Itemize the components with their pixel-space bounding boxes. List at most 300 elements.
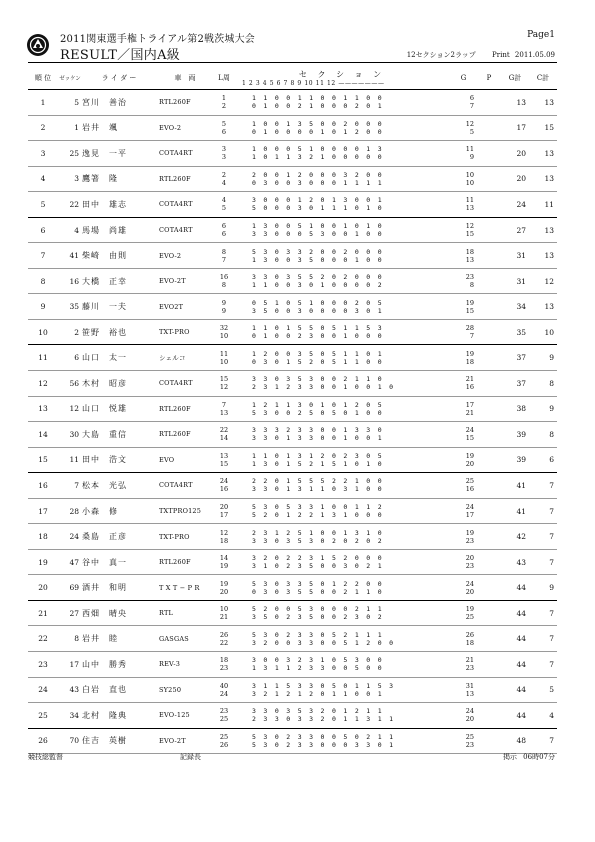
lap-1: 7 — [221, 400, 227, 409]
lap-2: 5 — [221, 204, 227, 213]
bike-cell: REV-3 — [156, 652, 214, 678]
g-lap-1: 24 — [465, 707, 474, 716]
rider-cell: 北村 隆典 — [82, 703, 156, 729]
bib-cell: 34 — [58, 703, 82, 729]
g-cell — [450, 728, 477, 754]
section-scores-cell — [234, 319, 450, 345]
g-lap-1: 19 — [465, 605, 474, 614]
rider-cell: 山中 勝秀 — [82, 652, 156, 678]
g-cell — [450, 677, 477, 703]
lap-1-scores: 1 0 0 1 3 5 0 0 2 0 0 0 — [252, 119, 384, 128]
bike-cell: EVO — [156, 447, 214, 473]
lap-cell — [214, 319, 234, 345]
lap-2-scores: 3 3 0 0 0 5 3 0 0 1 0 0 — [252, 230, 384, 238]
bike-cell: COTA4RT — [156, 371, 214, 397]
lap-2: 21 — [219, 613, 229, 622]
c-total-cell: 13 — [529, 141, 557, 167]
table-row — [28, 90, 557, 116]
lap-1: 22 — [219, 426, 229, 435]
g-lap-1: 23 — [465, 273, 474, 282]
c-total-cell: 8 — [529, 422, 557, 448]
g-total-cell: 35 — [501, 319, 529, 345]
lap-1-scores: 3 2 0 2 2 3 1 5 2 0 0 0 — [252, 554, 384, 563]
lap-cell — [214, 677, 234, 703]
lap-1: 2 — [221, 170, 227, 179]
lap-cell — [214, 294, 234, 320]
bib-cell: 5 — [58, 90, 82, 116]
lap-2: 14 — [219, 434, 229, 443]
lap-1: 10 — [219, 605, 229, 614]
col-rank: 順 位 — [28, 67, 58, 90]
col-section — [234, 67, 450, 90]
p-cell — [477, 549, 501, 575]
lap-2-scores: 3 3 0 1 3 1 1 0 3 1 0 0 — [252, 485, 384, 494]
g-lap-2: 23 — [465, 562, 474, 571]
section-scores-cell — [234, 447, 450, 473]
c-total-cell: 7 — [529, 728, 557, 754]
bib-cell: 2 — [58, 319, 82, 345]
table-row — [28, 626, 557, 652]
result-title: RESULT／国内A級 — [60, 48, 181, 63]
lap-2-scores: 1 3 1 1 2 3 3 0 0 5 0 0 — [252, 664, 384, 673]
bike-cell: TXT-PRO — [156, 319, 214, 345]
recorder-label: 記録長 — [180, 753, 201, 761]
lap-2-scores: 0 1 0 0 2 3 0 0 1 0 0 0 — [252, 332, 384, 341]
c-total-cell: 9 — [529, 575, 557, 601]
g-lap-1: 24 — [465, 579, 474, 588]
g-cell — [450, 217, 477, 243]
bike-cell: RTL260F — [156, 90, 214, 116]
bib-cell: 24 — [58, 524, 82, 550]
lap-1: 24 — [219, 477, 229, 486]
bib-cell: 41 — [58, 243, 82, 269]
g-lap-2: 9 — [469, 153, 474, 162]
c-total-cell: 12 — [529, 268, 557, 294]
c-total-cell: 13 — [529, 243, 557, 269]
lap-1: 40 — [219, 681, 229, 690]
g-lap-1: 21 — [465, 375, 474, 384]
p-cell — [477, 422, 501, 448]
section-scores-cell — [234, 396, 450, 422]
col-g: G — [450, 67, 477, 90]
bib-cell: 43 — [58, 677, 82, 703]
g-lap-1: 6 — [469, 94, 474, 103]
p-cell — [477, 294, 501, 320]
lap-1-scores: 5 3 0 5 3 3 1 0 0 1 1 2 — [252, 503, 384, 512]
bike-cell: EVO-2T — [156, 268, 214, 294]
table-row — [28, 294, 557, 320]
bike-cell: RTL260F — [156, 549, 214, 575]
lap-2: 26 — [219, 740, 229, 749]
g-total-cell: 38 — [501, 396, 529, 422]
rider-cell: 酒井 和明 — [82, 575, 156, 601]
p-cell — [477, 192, 501, 218]
lap-2: 16 — [219, 485, 229, 494]
section-scores-cell — [234, 217, 450, 243]
lap-2-scores: 0 1 0 0 2 1 0 0 0 2 0 1 — [252, 102, 384, 111]
g-lap-2: 23 — [465, 536, 474, 545]
lap-2: 25 — [219, 715, 229, 724]
rider-cell: 笹野 裕也 — [82, 319, 156, 345]
lap-cell — [214, 498, 234, 524]
rider-cell: 西畑 晴央 — [82, 600, 156, 626]
lap-1: 19 — [219, 579, 229, 588]
table-row — [28, 345, 557, 371]
lap-1: 16 — [219, 273, 229, 282]
lap-2-scores: 3 2 0 0 3 3 0 0 5 1 2 0 0 — [252, 638, 395, 647]
g-lap-2: 13 — [465, 204, 474, 213]
rider-cell: 小森 修 — [82, 498, 156, 524]
section-scores-cell — [234, 243, 450, 269]
lap-1-scores: 0 5 1 0 5 1 0 0 0 2 0 5 — [252, 298, 384, 307]
lap-cell — [214, 524, 234, 550]
rank-cell: 23 — [28, 652, 58, 678]
g-lap-2: 23 — [465, 664, 474, 673]
lap-cell — [214, 192, 234, 218]
g-lap-1: 24 — [465, 503, 474, 512]
section-scores-cell — [234, 141, 450, 167]
g-lap-2: 15 — [465, 230, 474, 238]
g-cell — [450, 626, 477, 652]
rider-cell: 逸見 一平 — [82, 141, 156, 167]
g-cell — [450, 166, 477, 192]
rider-cell: 岩井 颯 — [82, 115, 156, 141]
p-cell — [477, 141, 501, 167]
lap-1-scores: 2 0 0 1 2 0 0 0 3 2 0 0 — [252, 170, 384, 179]
lap-1: 8 — [221, 247, 227, 256]
g-lap-2: 7 — [469, 332, 474, 341]
bib-cell: 35 — [58, 294, 82, 320]
rider-cell: 松本 光弘 — [82, 473, 156, 499]
bike-cell: TXT-PRO — [156, 524, 214, 550]
lap-2: 10 — [219, 332, 229, 341]
section-scores-cell — [234, 268, 450, 294]
g-cell — [450, 396, 477, 422]
section-scores-cell — [234, 703, 450, 729]
g-total-cell: 37 — [501, 371, 529, 397]
g-lap-1: 19 — [465, 451, 474, 460]
col-bike: 車 両 — [156, 67, 214, 90]
col-g-total: G計 — [501, 67, 529, 90]
section-scores-cell — [234, 549, 450, 575]
g-lap-2: 20 — [465, 715, 474, 724]
p-cell — [477, 524, 501, 550]
lap-cell — [214, 626, 234, 652]
rider-cell: 桑島 正彦 — [82, 524, 156, 550]
table-row — [28, 243, 557, 269]
section-scores-cell — [234, 626, 450, 652]
bike-cell: COTA4RT — [156, 192, 214, 218]
g-total-cell: 41 — [501, 498, 529, 524]
lap-cell — [214, 703, 234, 729]
lap-2-scores: 5 0 0 0 3 0 1 1 1 0 1 0 — [252, 204, 384, 213]
rank-cell: 16 — [28, 473, 58, 499]
g-lap-2: 20 — [465, 459, 474, 468]
rank-cell: 9 — [28, 294, 58, 320]
lap-2: 22 — [219, 638, 229, 647]
rank-cell: 10 — [28, 319, 58, 345]
table-row — [28, 498, 557, 524]
g-lap-2: 17 — [465, 511, 474, 520]
bib-cell: 56 — [58, 371, 82, 397]
rank-cell: 21 — [28, 600, 58, 626]
rider-cell: 白岩 直也 — [82, 677, 156, 703]
table-row — [28, 141, 557, 167]
g-lap-2: 16 — [465, 383, 474, 392]
sections-note: 12セクション2ラップ — [406, 51, 476, 59]
g-total-cell: 44 — [501, 677, 529, 703]
rank-cell: 18 — [28, 524, 58, 550]
p-cell — [477, 166, 501, 192]
lap-cell — [214, 166, 234, 192]
g-total-cell: 44 — [501, 626, 529, 652]
rank-cell: 5 — [28, 192, 58, 218]
lap-2-scores: 5 2 0 1 2 2 1 3 1 0 0 0 — [252, 511, 384, 520]
c-total-cell: 10 — [529, 319, 557, 345]
p-cell — [477, 243, 501, 269]
g-lap-2: 21 — [465, 408, 474, 417]
g-cell — [450, 524, 477, 550]
table-row — [28, 217, 557, 243]
rank-cell: 19 — [28, 549, 58, 575]
rank-cell: 12 — [28, 371, 58, 397]
p-cell — [477, 319, 501, 345]
lap-1-scores: 1 1 0 1 3 1 2 0 2 3 0 5 — [252, 451, 384, 460]
results-table — [28, 67, 557, 754]
g-lap-2: 15 — [465, 434, 474, 443]
p-cell — [477, 447, 501, 473]
g-lap-2: 23 — [465, 740, 474, 749]
g-lap-2: 7 — [469, 102, 474, 111]
c-total-cell: 5 — [529, 677, 557, 703]
rank-cell: 22 — [28, 626, 58, 652]
c-total-cell: 13 — [529, 294, 557, 320]
col-c-total: C計 — [529, 67, 557, 90]
lap-1-scores: 5 3 0 2 3 3 0 5 2 1 1 1 — [252, 630, 384, 639]
lap-1: 6 — [221, 222, 227, 230]
g-total-cell: 41 — [501, 473, 529, 499]
lap-2-scores: 3 2 1 2 1 2 0 1 1 0 0 1 — [252, 689, 384, 698]
table-row — [28, 575, 557, 601]
lap-2: 13 — [219, 408, 229, 417]
bib-cell: 17 — [58, 652, 82, 678]
lap-2-scores: 1 3 0 0 3 5 0 0 0 1 0 0 — [252, 255, 384, 264]
c-total-cell: 6 — [529, 447, 557, 473]
lap-2: 12 — [219, 383, 229, 392]
lap-cell — [214, 115, 234, 141]
table-row — [28, 473, 557, 499]
lap-cell — [214, 473, 234, 499]
g-cell — [450, 703, 477, 729]
g-lap-1: 11 — [465, 196, 474, 205]
col-p: P — [477, 67, 501, 90]
c-total-cell: 7 — [529, 498, 557, 524]
g-total-cell: 20 — [501, 141, 529, 167]
p-cell — [477, 396, 501, 422]
rank-cell: 4 — [28, 166, 58, 192]
lap-1: 15 — [219, 375, 229, 384]
table-row — [28, 268, 557, 294]
bib-cell: 70 — [58, 728, 82, 754]
g-lap-1: 18 — [465, 247, 474, 256]
director-label: 競技総監督 — [28, 753, 63, 761]
section-scores-cell — [234, 422, 450, 448]
lap-2: 4 — [221, 178, 227, 187]
table-row — [28, 703, 557, 729]
g-total-cell: 43 — [501, 549, 529, 575]
g-total-cell: 44 — [501, 652, 529, 678]
table-row — [28, 447, 557, 473]
g-lap-1: 31 — [465, 681, 474, 690]
c-total-cell: 7 — [529, 524, 557, 550]
table-row — [28, 192, 557, 218]
p-cell — [477, 217, 501, 243]
bike-cell: RTL — [156, 600, 214, 626]
bib-cell: 6 — [58, 345, 82, 371]
lap-2-scores: 3 5 0 2 3 5 0 0 2 3 0 2 — [252, 613, 384, 622]
bib-cell: 12 — [58, 396, 82, 422]
lap-2-scores: 2 3 3 0 3 3 2 0 1 1 3 1 1 — [252, 715, 395, 724]
table-row — [28, 371, 557, 397]
g-lap-2: 20 — [465, 587, 474, 596]
p-cell — [477, 473, 501, 499]
g-lap-1: 12 — [465, 119, 474, 128]
section-scores-cell — [234, 652, 450, 678]
g-cell — [450, 243, 477, 269]
c-total-cell: 11 — [529, 192, 557, 218]
rank-cell: 17 — [28, 498, 58, 524]
rider-cell: 馬場 尚雄 — [82, 217, 156, 243]
rank-cell: 13 — [28, 396, 58, 422]
bib-cell: 4 — [58, 217, 82, 243]
g-total-cell: 39 — [501, 447, 529, 473]
section-scores-cell — [234, 600, 450, 626]
g-lap-1: 19 — [465, 298, 474, 307]
c-total-cell: 4 — [529, 703, 557, 729]
g-total-cell: 24 — [501, 192, 529, 218]
bib-cell: 30 — [58, 422, 82, 448]
rank-cell: 6 — [28, 217, 58, 243]
lap-2-scores: 0 3 0 1 5 2 0 5 1 1 0 0 — [252, 357, 384, 366]
lap-2-scores: 5 3 0 2 3 3 0 0 0 3 3 0 1 — [252, 740, 395, 749]
p-cell — [477, 728, 501, 754]
lap-1: 20 — [219, 503, 229, 512]
page-number: Page1 — [527, 30, 555, 40]
c-total-cell: 7 — [529, 626, 557, 652]
g-lap-2: 25 — [465, 613, 474, 622]
g-cell — [450, 652, 477, 678]
bike-cell: EVO2T — [156, 294, 214, 320]
posted-time-value: 06時07分 — [523, 753, 555, 761]
bike-cell: RTL260F — [156, 422, 214, 448]
g-lap-1: 28 — [465, 324, 474, 333]
col-lap: L周 — [214, 67, 234, 90]
p-cell — [477, 652, 501, 678]
lap-1-scores: 2 2 0 1 5 5 5 2 2 1 0 0 — [252, 477, 384, 486]
table-row — [28, 600, 557, 626]
bike-cell: EVO-2 — [156, 115, 214, 141]
lap-2: 19 — [219, 562, 229, 571]
lap-2: 8 — [221, 281, 227, 290]
p-cell — [477, 600, 501, 626]
rank-cell: 3 — [28, 141, 58, 167]
g-lap-2: 16 — [465, 485, 474, 494]
lap-1-scores: 1 0 0 0 5 1 0 0 0 0 1 3 — [252, 145, 384, 154]
lap-2-scores: 3 5 0 0 3 0 0 0 0 3 0 1 — [252, 306, 384, 315]
g-lap-1: 19 — [465, 349, 474, 358]
lap-2: 6 — [221, 230, 227, 238]
bib-cell: 3 — [58, 166, 82, 192]
bib-cell: 27 — [58, 600, 82, 626]
c-total-cell: 13 — [529, 166, 557, 192]
bike-cell: COTA4RT — [156, 473, 214, 499]
c-total-cell: 7 — [529, 652, 557, 678]
g-cell — [450, 422, 477, 448]
lap-1-scores: 3 0 0 3 2 3 1 0 5 3 0 0 — [252, 656, 384, 665]
bib-cell: 16 — [58, 268, 82, 294]
g-cell — [450, 498, 477, 524]
section-scores-cell — [234, 166, 450, 192]
rank-cell: 25 — [28, 703, 58, 729]
bib-cell: 28 — [58, 498, 82, 524]
table-row — [28, 422, 557, 448]
rank-cell: 14 — [28, 422, 58, 448]
lap-2-scores: 3 1 0 2 3 5 0 0 3 0 2 1 — [252, 562, 384, 571]
g-cell — [450, 575, 477, 601]
bib-cell: 47 — [58, 549, 82, 575]
col-bib: ゼッケン — [58, 67, 82, 90]
bib-cell: 22 — [58, 192, 82, 218]
p-cell — [477, 115, 501, 141]
section-scores-cell — [234, 192, 450, 218]
g-lap-1: 24 — [465, 426, 474, 435]
rider-cell: 大橋 正幸 — [82, 268, 156, 294]
bike-cell: COTA4RT — [156, 141, 214, 167]
section-scores-cell — [234, 473, 450, 499]
g-total-cell: 48 — [501, 728, 529, 754]
section-scores-cell — [234, 524, 450, 550]
p-cell — [477, 677, 501, 703]
table-row — [28, 319, 557, 345]
c-total-cell: 8 — [529, 371, 557, 397]
g-cell — [450, 141, 477, 167]
lap-cell — [214, 141, 234, 167]
lap-1-scores: 2 3 1 2 5 1 0 0 1 3 1 0 — [252, 528, 384, 537]
section-scores-cell — [234, 115, 450, 141]
g-lap-1: 25 — [465, 477, 474, 486]
rider-cell: 田中 雄志 — [82, 192, 156, 218]
lap-1-scores: 3 0 0 0 1 2 0 1 3 0 0 1 — [252, 196, 384, 205]
g-lap-2: 13 — [465, 689, 474, 698]
lap-1: 5 — [221, 119, 227, 128]
rider-cell: 宮川 善治 — [82, 90, 156, 116]
lap-1: 14 — [219, 554, 229, 563]
lap-2: 2 — [221, 102, 227, 111]
lap-1-scores: 3 3 3 2 3 3 0 0 1 3 3 0 — [252, 426, 384, 435]
p-cell — [477, 703, 501, 729]
bib-cell: 7 — [58, 473, 82, 499]
g-cell — [450, 447, 477, 473]
bike-cell: EVO-2 — [156, 243, 214, 269]
section-scores-cell — [234, 677, 450, 703]
bib-cell: 8 — [58, 626, 82, 652]
g-lap-1: 17 — [465, 400, 474, 409]
lap-2: 18 — [219, 536, 229, 545]
g-total-cell: 44 — [501, 575, 529, 601]
print-label: Print — [492, 51, 510, 59]
lap-1: 32 — [219, 324, 229, 333]
lap-2-scores: 3 3 0 1 3 3 0 0 1 0 0 1 — [252, 434, 384, 443]
